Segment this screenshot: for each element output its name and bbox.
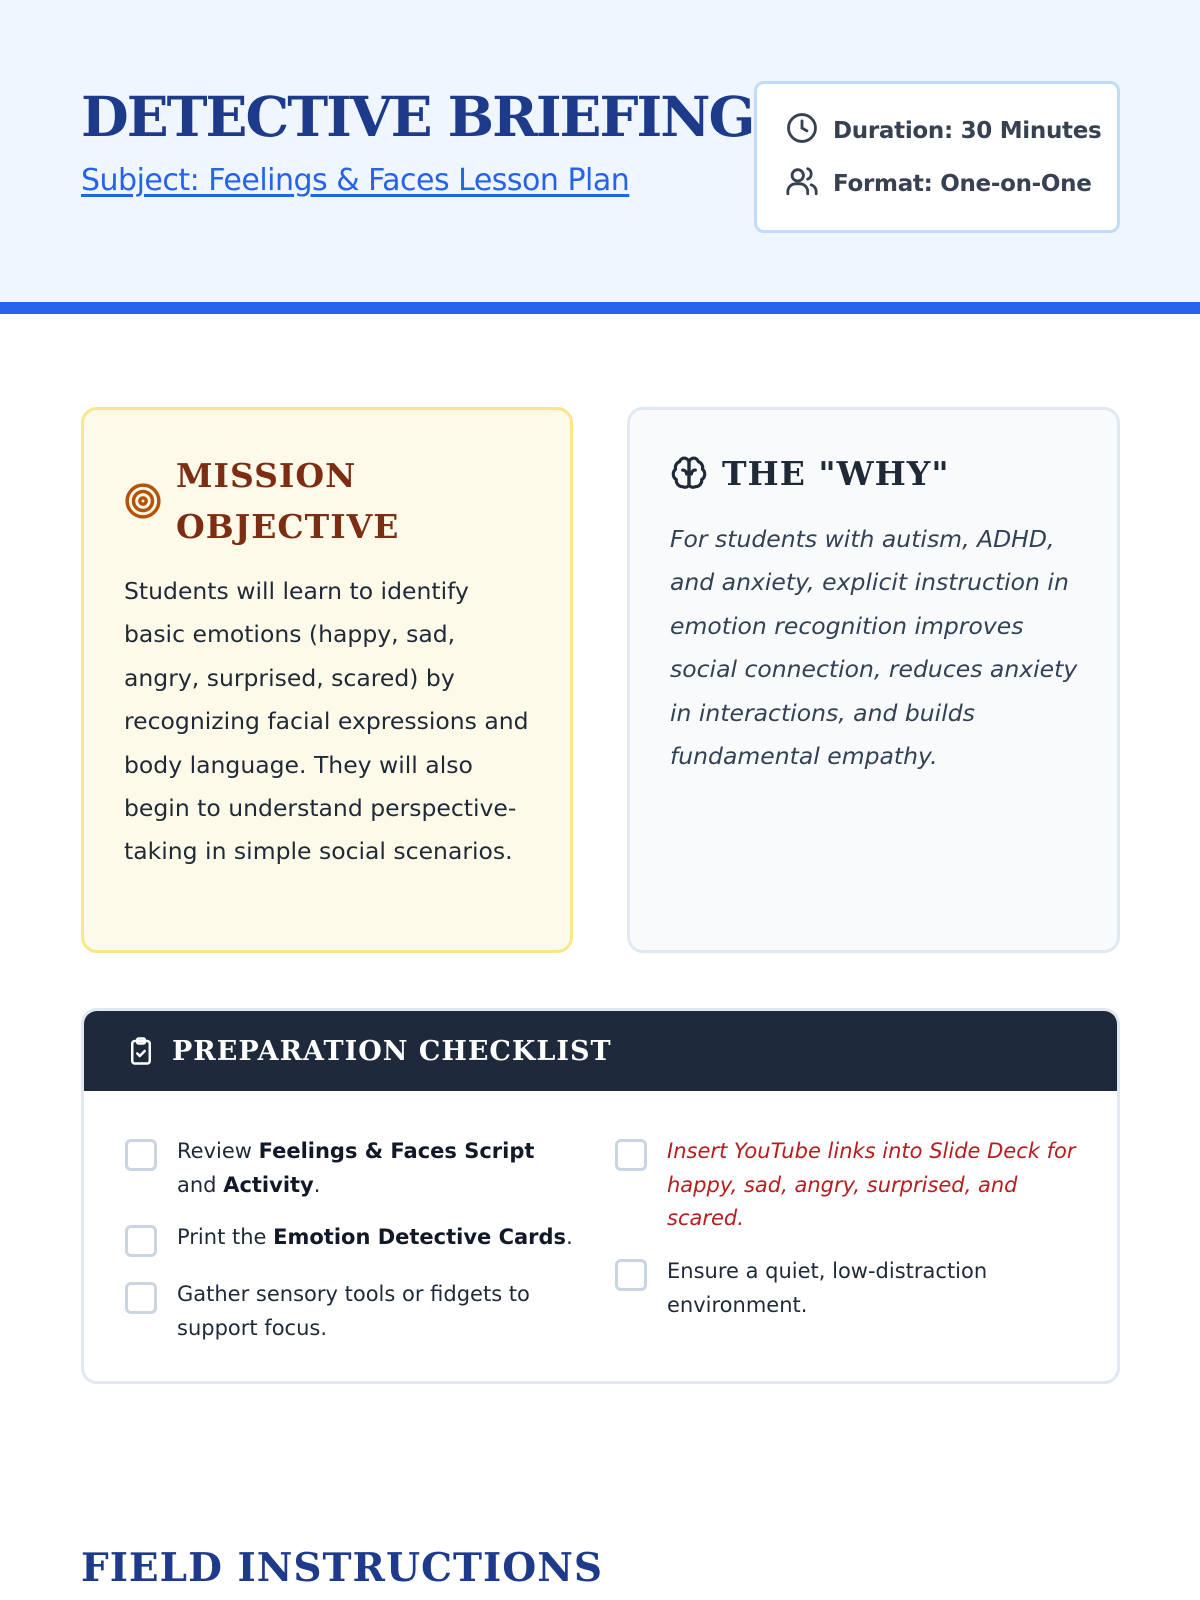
mission-body: Students will learn to identify basic emotions (happy, sad, angry, surprised, scared) by recognizing facial expressions and body language. They will also begin to understand perspective-taking in simple social scenarios. [124, 577, 529, 866]
mission-header [124, 450, 416, 552]
checklist-item-text: Review Feelings & Faces Script and Activity. [177, 1139, 535, 1197]
checklist-item-text: Insert YouTube links into Slide Deck for happy, sad, angry, surprised, and scared. [667, 1139, 1076, 1230]
checkbox[interactable] [615, 1139, 647, 1171]
checklist-item [125, 1221, 577, 1257]
mission-title: MISSION OBJECTIVE [176, 456, 400, 546]
why-title: THE "WHY" [722, 454, 950, 493]
why-body: For students with autism, ADHD, and anxiety, explicit instruction in emotion recognition improves social connection, reduces anxiety in interactions, and builds fundamental empathy. [670, 525, 1078, 771]
checklist-item [125, 1135, 567, 1202]
page-title: DETECTIVE BRIEFING [81, 84, 754, 149]
header-banner [0, 0, 1200, 314]
field-instructions-heading: FIELD INSTRUCTIONS [81, 1545, 604, 1591]
checklist-item-text: Print the Emotion Detective Cards. [177, 1225, 573, 1249]
format-row [785, 164, 1092, 203]
brain-icon [670, 455, 708, 493]
clipboard-check-icon [126, 1036, 156, 1066]
checklist-item [615, 1255, 1047, 1322]
clock-icon [785, 111, 819, 150]
checklist-item [615, 1135, 1087, 1236]
format-text: Format: One-on-One [833, 170, 1092, 197]
users-icon [785, 164, 819, 203]
checklist-item [125, 1278, 567, 1345]
checklist-title: PREPARATION CHECKLIST [172, 1035, 612, 1067]
duration-row [785, 111, 1101, 150]
why-header [670, 448, 950, 499]
checklist-item-text: Ensure a quiet, low-distraction environment. [667, 1259, 988, 1317]
checkbox[interactable] [125, 1139, 157, 1171]
lesson-meta-box [754, 81, 1120, 233]
checkbox[interactable] [125, 1282, 157, 1314]
subject-link[interactable]: Subject: Feelings & Faces Lesson Plan [81, 163, 630, 198]
checklist-item-text: Gather sensory tools or fidgets to support focus. [177, 1282, 530, 1340]
target-icon [124, 482, 162, 520]
preparation-checklist [81, 1008, 1120, 1384]
checkbox[interactable] [125, 1225, 157, 1257]
mission-objective-card [81, 407, 573, 953]
checklist-header [84, 1011, 1117, 1091]
duration-text: Duration: 30 Minutes [833, 117, 1102, 144]
checkbox[interactable] [615, 1259, 647, 1291]
why-card [627, 407, 1120, 953]
